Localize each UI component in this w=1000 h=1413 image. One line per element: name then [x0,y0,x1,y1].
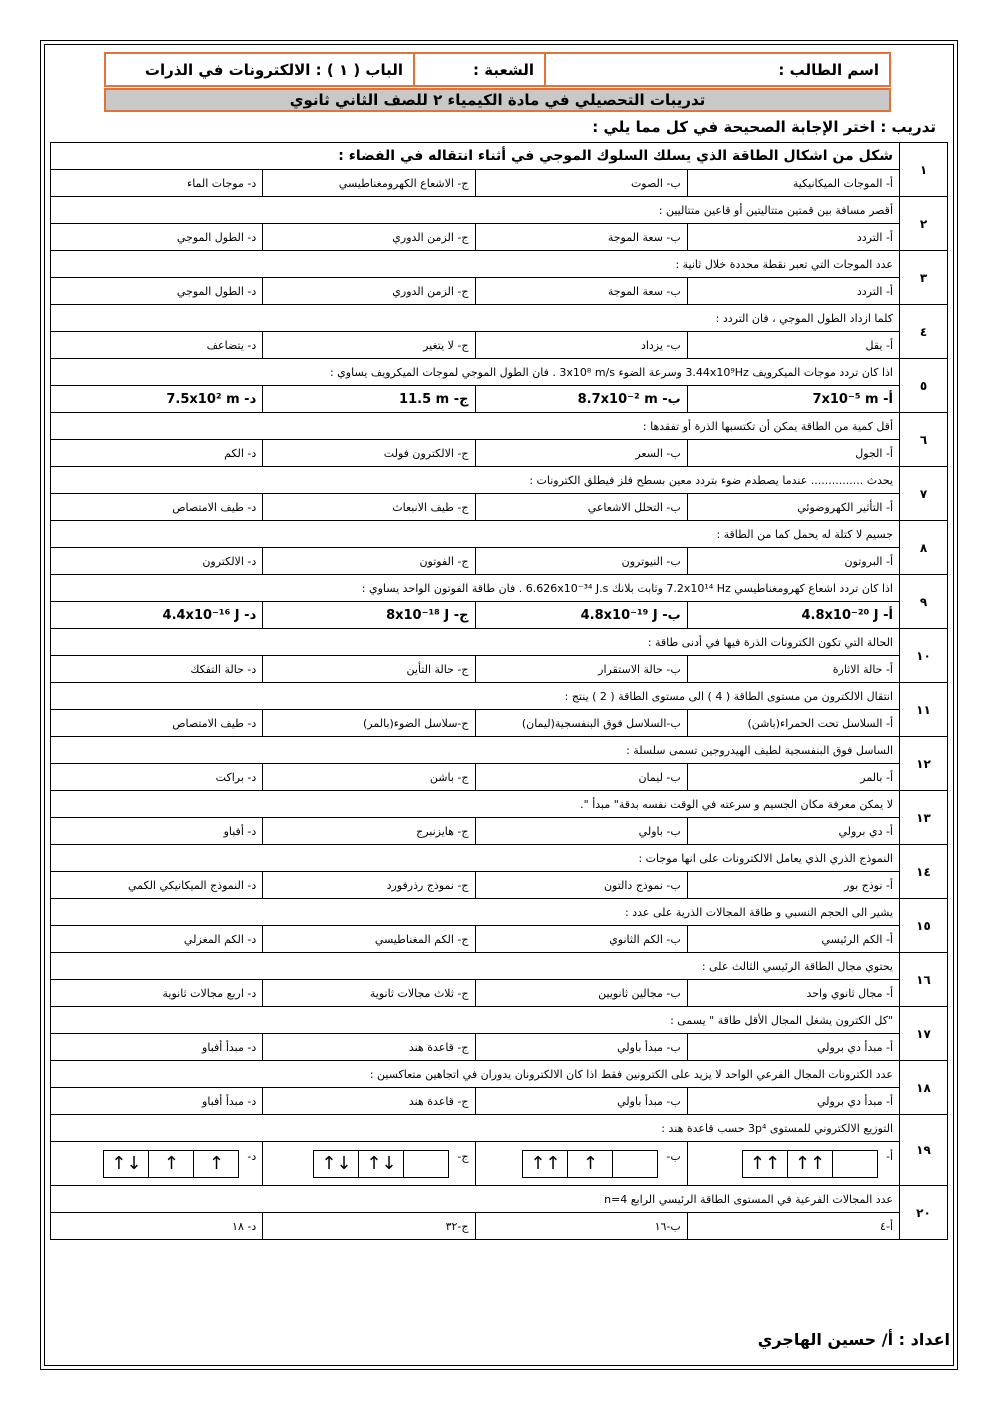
option-b[interactable]: ب- سعة الموجة [475,224,687,251]
option-c[interactable]: 8x10⁻¹⁸ J -ج [263,602,475,629]
option-d[interactable]: د- أفباو [51,818,263,845]
question-number: ١٨ [900,1061,948,1115]
question-number: ٩ [900,575,948,629]
question-text: عدد المجالات الفرعية في المستوى الطاقة الرئيسي الرابع n=4 [51,1186,900,1213]
orbital-diagram [522,1150,658,1178]
option-d[interactable] [51,1142,263,1186]
option-c[interactable]: ج- قاعدة هند [263,1088,475,1115]
orbital-box: ↑↑ [787,1151,832,1177]
option-d[interactable]: د- طيف الامتصاص [51,494,263,521]
question-number: ١٥ [900,899,948,953]
question-number: ٢٠ [900,1186,948,1240]
option-b[interactable]: ب- حالة الاستقرار [475,656,687,683]
question-number: ١٩ [900,1115,948,1186]
question-number: ٥ [900,359,948,413]
option-b[interactable]: ب- مجالين ثانويين [475,980,687,1007]
question-text: يحدث ............... عندما يصطدم ضوء بتردد معين بسطح فلز فيطلق الكترونات : [51,467,900,494]
options-row [51,602,948,629]
question-row [51,521,948,548]
option-c[interactable]: ج- نموذج رذرفورد [263,872,475,899]
question-text: جسيم لا كتلة له يحمل كما من الطاقة : [51,521,900,548]
option-d[interactable]: د- براكت [51,764,263,791]
option-c[interactable]: ج- الزمن الدوري [263,224,475,251]
option-b[interactable]: ب- يزداد [475,332,687,359]
option-c[interactable]: ج- ثلاث مجالات ثانوية [263,980,475,1007]
orbital-box: ↑ [148,1151,193,1177]
option-b[interactable]: ب- مبدأ باولي [475,1034,687,1061]
question-row [51,845,948,872]
options-row [51,224,948,251]
question-number: ١٤ [900,845,948,899]
options-row [51,1088,948,1115]
question-number: ٢ [900,197,948,251]
question-row [51,359,948,386]
question-text: لا يمكن معرفة مكان الجسيم و سرعته في الوقت نفسه بدقة" مبدأ ". [51,791,900,818]
question-row [51,629,948,656]
option-b[interactable]: 4.8x10⁻¹⁹ J -ب [475,602,687,629]
question-number: ١٦ [900,953,948,1007]
options-row [51,386,948,413]
option-d[interactable]: د- ١٨ [51,1213,263,1240]
options-row [51,170,948,197]
question-text: أقل كمية من الطاقة يمكن أن تكتسبها الذرة أو تفقدها : [51,413,900,440]
option-label: أ- [885,1149,893,1163]
option-b[interactable]: ب- التحلل الاشعاعي [475,494,687,521]
question-row [51,1061,948,1088]
option-a[interactable]: أ- الكم الرئيسي [687,926,899,953]
orbital-box: ↑↓ [321,1153,352,1174]
option-d[interactable]: د- الكم المغزلي [51,926,263,953]
question-row [51,143,948,170]
option-c[interactable]: ج- حالة التأين [263,656,475,683]
option-d[interactable]: د- موجات الماء [51,170,263,197]
option-b[interactable]: ب- الصوت [475,170,687,197]
question-number: ١١ [900,683,948,737]
option-d[interactable]: د- حالة التفكك [51,656,263,683]
question-row [51,305,948,332]
question-row [51,413,948,440]
option-b[interactable]: ب- سعة الموجة [475,278,687,305]
option-a[interactable]: أ- يقل [687,332,899,359]
options-row [51,332,948,359]
options-row [51,656,948,683]
orbital-box: ↑ [567,1151,612,1177]
option-a[interactable]: 7x10⁻⁵ m -أ [687,386,899,413]
question-text: النموذج الذري الذي يعامل الالكترونات على انها موجات : [51,845,900,872]
option-b[interactable]: ب- السعر [475,440,687,467]
question-text: كلما ازداد الطول الموجي ، فان التردد : [51,305,900,332]
question-row [51,251,948,278]
orbital-box: ↑↑ [530,1153,561,1174]
question-number: ٧ [900,467,948,521]
option-d[interactable]: د- طيف الامتصاص [51,710,263,737]
options-row [51,1213,948,1240]
questions-table [50,142,948,1240]
options-row [51,1142,948,1186]
options-row [51,494,948,521]
instruction: تدريب : اختر الإجابة الصحيحة في كل مما يلي : [592,118,936,136]
option-a[interactable]: أ- البروتون [687,548,899,575]
option-a[interactable]: أ-٤ [687,1213,899,1240]
question-number: ١٣ [900,791,948,845]
option-c[interactable]: ج-سلاسل الضوء(بالمر) [263,710,475,737]
option-a[interactable]: أ- نوذج بور [687,872,899,899]
option-b[interactable]: ب-١٦ [475,1213,687,1240]
orbital-box: ↑↓ [111,1153,142,1174]
question-text: شكل من اشكال الطاقة الذي يسلك السلوك الموجي في أثناء انتقاله في الفضاء : [51,143,900,170]
option-d[interactable]: 4.4x10⁻¹⁶ J -د [51,602,263,629]
option-b[interactable]: ب-السلاسل فوق البنفسجية(ليمان) [475,710,687,737]
option-d[interactable]: د- اربع مجالات ثانوية [51,980,263,1007]
options-row [51,440,948,467]
option-b[interactable]: ب- ليمان [475,764,687,791]
student-name-label: اسم الطالب : [544,54,889,85]
option-b[interactable]: 8.7x10⁻² m -ب [475,386,687,413]
option-d[interactable]: د- الطول الموجي [51,224,263,251]
option-a[interactable]: أ- التأثير الكهروضوئي [687,494,899,521]
question-row [51,899,948,926]
question-row [51,1186,948,1213]
option-a[interactable]: أ- الموجات الميكانيكية [687,170,899,197]
orbital-box: ↑ [193,1151,238,1177]
options-row [51,818,948,845]
option-c[interactable]: ج- قاعدة هند [263,1034,475,1061]
options-row [51,710,948,737]
option-label: ج- [457,1149,469,1163]
option-a[interactable]: أ- السلاسل تحت الحمراء(باشن) [687,710,899,737]
section-label: الشعبة : [413,54,544,85]
options-row [51,764,948,791]
option-c[interactable]: ج- لا يتغير [263,332,475,359]
orbital-box [832,1151,877,1177]
option-b[interactable]: ب- مبدأ باولي [475,1088,687,1115]
option-d[interactable]: د- مبدأ أفباو [51,1034,263,1061]
option-a[interactable]: أ- دي برولي [687,818,899,845]
options-row [51,872,948,899]
option-d[interactable]: د- مبدأ أفباو [51,1088,263,1115]
question-row [51,575,948,602]
option-a[interactable]: 4.8x10⁻²⁰ J -أ [687,602,899,629]
question-text: التوزيع الالكتروني للمستوى 3p⁴ حسب قاعدة هند : [51,1115,900,1142]
option-c[interactable]: ج- الفوتون [263,548,475,575]
question-number: ٣ [900,251,948,305]
option-c[interactable]: ج-٣٢ [263,1213,475,1240]
option-c[interactable]: ج- الزمن الدوري [263,278,475,305]
orbital-box [403,1151,448,1177]
option-c[interactable]: ج- طيف الانبعاث [263,494,475,521]
question-number: ٦ [900,413,948,467]
option-c[interactable]: ج- هايزنبرج [263,818,475,845]
option-a[interactable]: أ- الجول [687,440,899,467]
orbital-box [612,1151,657,1177]
option-b[interactable]: ب- باولي [475,818,687,845]
option-d[interactable]: 7.5x10² m -د [51,386,263,413]
orbital-diagram [313,1150,449,1178]
orbital-diagram [742,1150,878,1178]
option-label: ب- [666,1149,681,1163]
question-row [51,791,948,818]
question-text: انتقال الالكترون من مستوى الطاقة ( 4 ) الى مستوى الطاقة ( 2 ) ينتج : [51,683,900,710]
option-b[interactable]: ب- الكم الثانوي [475,926,687,953]
question-row [51,1115,948,1142]
question-text: عدد الكترونات المجال الفرعي الواحد لا يزيد على الكترونين فقط اذا كان الالكترونان يدوران في اتجاهين متعاكسين : [51,1061,900,1088]
option-a[interactable] [687,1142,899,1186]
option-c[interactable]: ج- الالكترون فولت [263,440,475,467]
question-row [51,1007,948,1034]
question-row [51,683,948,710]
options-row [51,548,948,575]
option-a[interactable]: أ- مبدأ دي برولي [687,1034,899,1061]
header-row [104,52,891,87]
orbital-box: ↑↑ [749,1153,781,1174]
question-text: اذا كان تردد اشعاع كهرومغناطيسي 7.2x10¹⁴ Hz وثابت بلانك 6.626x10⁻³⁴ J.s . فان طاقة الفوتون الواحد يساوي : [51,575,900,602]
question-number: ١٧ [900,1007,948,1061]
options-row [51,1034,948,1061]
option-a[interactable]: أ- مبدأ دي برولي [687,1088,899,1115]
option-a[interactable]: أ- التردد [687,224,899,251]
question-text: أقصر مسافة بين قمتين متتاليتين أو قاعين متتاليين : [51,197,900,224]
question-number: ١ [900,143,948,197]
question-text: يشير الى الحجم النسبي و طاقة المجالات الذرية على عدد : [51,899,900,926]
option-a[interactable]: أ- بالمر [687,764,899,791]
option-label: د- [247,1149,257,1163]
page-title: تدريبات التحصيلي في مادة الكيمياء ٢ للصف الثاني ثانوي [104,88,891,112]
question-number: ٤ [900,305,948,359]
orbital-box: ↑↓ [358,1151,403,1177]
chapter-label: الباب ( ١ ) : الالكترونات في الذرات [144,60,403,79]
option-c[interactable]: ج- باشن [263,764,475,791]
question-row [51,197,948,224]
question-text: الحالة التي تكون الكترونات الذرة فيها في أدنى طاقة : [51,629,900,656]
orbital-diagram [103,1150,239,1178]
question-text: "كل الكترون يشغل المجال الأقل طاقة " يسمى : [51,1007,900,1034]
option-d[interactable]: د- الكم [51,440,263,467]
question-text: الساسل فوق البنفسجية لطيف الهيدروجين تسمى سلسلة : [51,737,900,764]
option-b[interactable]: ب- نموذج دالتون [475,872,687,899]
option-a[interactable]: أ- مجال ثانوي واحد [687,980,899,1007]
option-d[interactable]: د- الطول الموجي [51,278,263,305]
question-text: يحتوي مجال الطاقة الرئيسي الثالث على : [51,953,900,980]
question-number: ١٢ [900,737,948,791]
option-b[interactable] [475,1142,687,1186]
option-a[interactable]: أ- التردد [687,278,899,305]
option-c[interactable]: 11.5 m -ج [263,386,475,413]
question-row [51,737,948,764]
question-text: اذا كان تردد موجات الميكرويف 3.44x10⁹Hz وسرعة الضوء 3x10⁸ m/s . فان الطول الموجي لموجات الميكرويف يساوي : [51,359,900,386]
option-d[interactable]: د- يتضاعف [51,332,263,359]
option-c[interactable]: ج- الكم المغناطيسي [263,926,475,953]
question-row [51,953,948,980]
option-a[interactable]: أ- حالة الاثارة [687,656,899,683]
options-row [51,278,948,305]
question-number: ١٠ [900,629,948,683]
question-row [51,467,948,494]
prepared-by: اعداد : أ/ حسين الهاجري [757,1330,950,1349]
question-text: عدد الموجات التي تعبر نقطة محددة خلال ثانية : [51,251,900,278]
option-c[interactable]: ج- الاشعاع الكهرومغناطيسي [263,170,475,197]
option-b[interactable]: ب- النيوترون [475,548,687,575]
option-d[interactable]: د- الالكترون [51,548,263,575]
options-row [51,926,948,953]
options-row [51,980,948,1007]
option-d[interactable]: د- النموذج الميكانيكي الكمي [51,872,263,899]
question-number: ٨ [900,521,948,575]
option-c[interactable] [263,1142,475,1186]
